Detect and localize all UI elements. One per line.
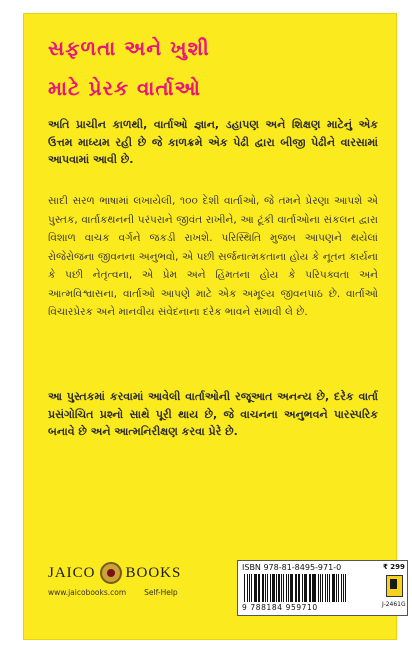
publisher-emblem-icon [100, 562, 122, 584]
book-back-cover [24, 14, 406, 639]
title-line-2: માટે પ્રેરક વાર્તાઓ [48, 76, 201, 100]
isbn-text: ISBN 978-81-8495-971-0 [242, 563, 342, 572]
price-label: ₹ 299 [383, 563, 405, 571]
publisher-block [48, 562, 198, 597]
publisher-name-right: BOOKS [125, 564, 182, 581]
barcode-icon [244, 574, 348, 602]
publisher-website: www.jaicobooks.com [48, 588, 127, 597]
book-category: Self-Help [144, 588, 178, 597]
description-paragraph: સાદી સરળ ભાષામાં લખાયેલી, ૧૦૦ દેશી વાર્તાઓ, જે તમને પ્રેરણા આપશે એ પુસ્તક, વાર્તાકથનની પરંપરાને જીવંત રાખીને, આ ટૂંકી વાર્તાઓના સંકલન દ્વારા વિશાળ વાચક વર્ગને જકડી રાખશે. પરિસ્થિતિ મુજબ આપણને થયેલાં રોજેરોજના જીવનના અનુભવો, એ પછી સર્જનાત્મકતાના હોય કે નૂતન કાર્યના કે પછી નેતૃત્વના, એ પ્રેમ અને હિંમતના હોય કે પરિપક્વતા અને આત્મવિશ્વાસના, વાર્તાઓ આપણે માટે એક અમૂલ્ય જીવનપાઠ છે. વાર્તાઓ વિચારપ્રેરક અને માનવીય સંવેદનાના દરેક ભાવને સમાવી લે છે. [48, 195, 378, 318]
product-code: J-2461G [382, 601, 406, 608]
publisher-logo [48, 562, 198, 584]
intro-paragraph: અતિ પ્રાચીન કાળથી, વાર્તાઓ જ્ઞાન, ડહાપણ અને શિક્ષણ માટેનું એક ઉત્તમ માધ્યમ રહી છે જે કાળક્રમે એક પેઢી દ્વારા બીજી પેઢીને વારસામાં આપવામાં આવી છે. [48, 118, 378, 166]
barcode-panel [237, 560, 382, 616]
publisher-name-left: JAICO [48, 564, 96, 581]
cover-title [48, 28, 378, 108]
barcode-number: 9 788184 959710 [242, 603, 318, 612]
price-panel [381, 560, 408, 616]
closing-paragraph: આ પુસ્તકમાં કરવામાં આવેલી વાર્તાઓની રજૂઆત અનન્ય છે, દરેક વાર્તા પ્રસંગોચિત પ્રશ્નો સાથે પૂરી થાય છે, જે વાચનના અનુભવને પારસ્પરિક બનાવે છે અને આત્મનિરીક્ષણ કરવા પ્રેરે છે. [48, 390, 378, 438]
publisher-badge-icon [386, 575, 403, 597]
title-line-1: સફળતા અને ખુશી [48, 36, 210, 60]
